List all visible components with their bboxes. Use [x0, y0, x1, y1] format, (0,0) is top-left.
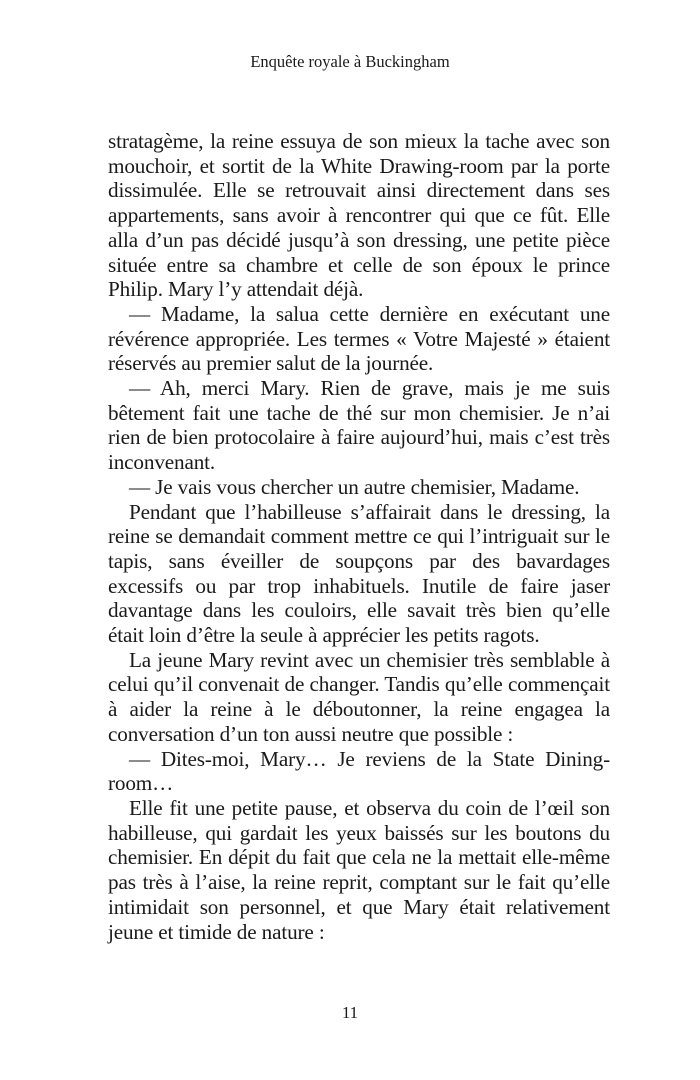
- paragraph: stratagème, la reine essuya de son mieux la tache avec son mouchoir, et sortit de la White Drawing-room par la porte dissimulée. Elle se retrouvait ainsi directement dans ses appartements, sans avoir à rencontrer qui que ce fût. Elle alla d’un pas décidé jusqu’à son dressing, une petite pièce située entre sa chambre et celle de son époux le prince Philip. Mary l’y attendait déjà.: [108, 129, 610, 302]
- paragraph: — Je vais vous chercher un autre chemisier, Madame.: [129, 474, 580, 499]
- paragraph: Elle fit une petite pause, et observa du coin de l’œil son habilleuse, qui gardait les yeux baissés sur les boutons du chemisier. En dépit du fait que cela ne la mettait elle-même pas très à l’aise, la reine reprit, comptant sur le fait qu’elle intimidait son personnel, et que Mary était relativement jeune et timide de nature :: [108, 795, 610, 944]
- page-number: 11: [341, 1003, 359, 1022]
- paragraph: — Madame, la salua cette dernière en exécutant une révérence appropriée. Les termes « Votre Majesté » étaient réservés au premier salut de la journée.: [108, 301, 610, 376]
- paragraph: Pendant que l’habilleuse s’affairait dans le dressing, la reine se demandait comment mettre ce qui l’intriguait sur le tapis, sans éveiller de soupçons par des bavardages excessifs ou par trop inhabituels. Inutile de faire jaser davantage dans les couloirs, elle savait très bien qu’elle était loin d’être la seule à apprécier les petits ragots.: [108, 499, 610, 648]
- body-text: [108, 129, 610, 944]
- paragraph: — Ah, merci Mary. Rien de grave, mais je me suis bêtement fait une tache de thé sur mon chemisier. Je n’ai rien de bien protocolaire à faire aujourd’hui, mais c’est très inconvenant.: [108, 376, 610, 475]
- running-header: Enquête royale à Buckingham: [250, 52, 450, 71]
- paragraph: — Dites-moi, Mary… Je reviens de la State Dining-room…: [108, 746, 610, 796]
- paragraph: La jeune Mary revint avec un chemisier très semblable à celui qu’il convenait de changer. Tandis qu’elle commençait à aider la reine à le déboutonner, la reine engagea la conversation d’un ton aussi neutre que possible :: [108, 647, 610, 746]
